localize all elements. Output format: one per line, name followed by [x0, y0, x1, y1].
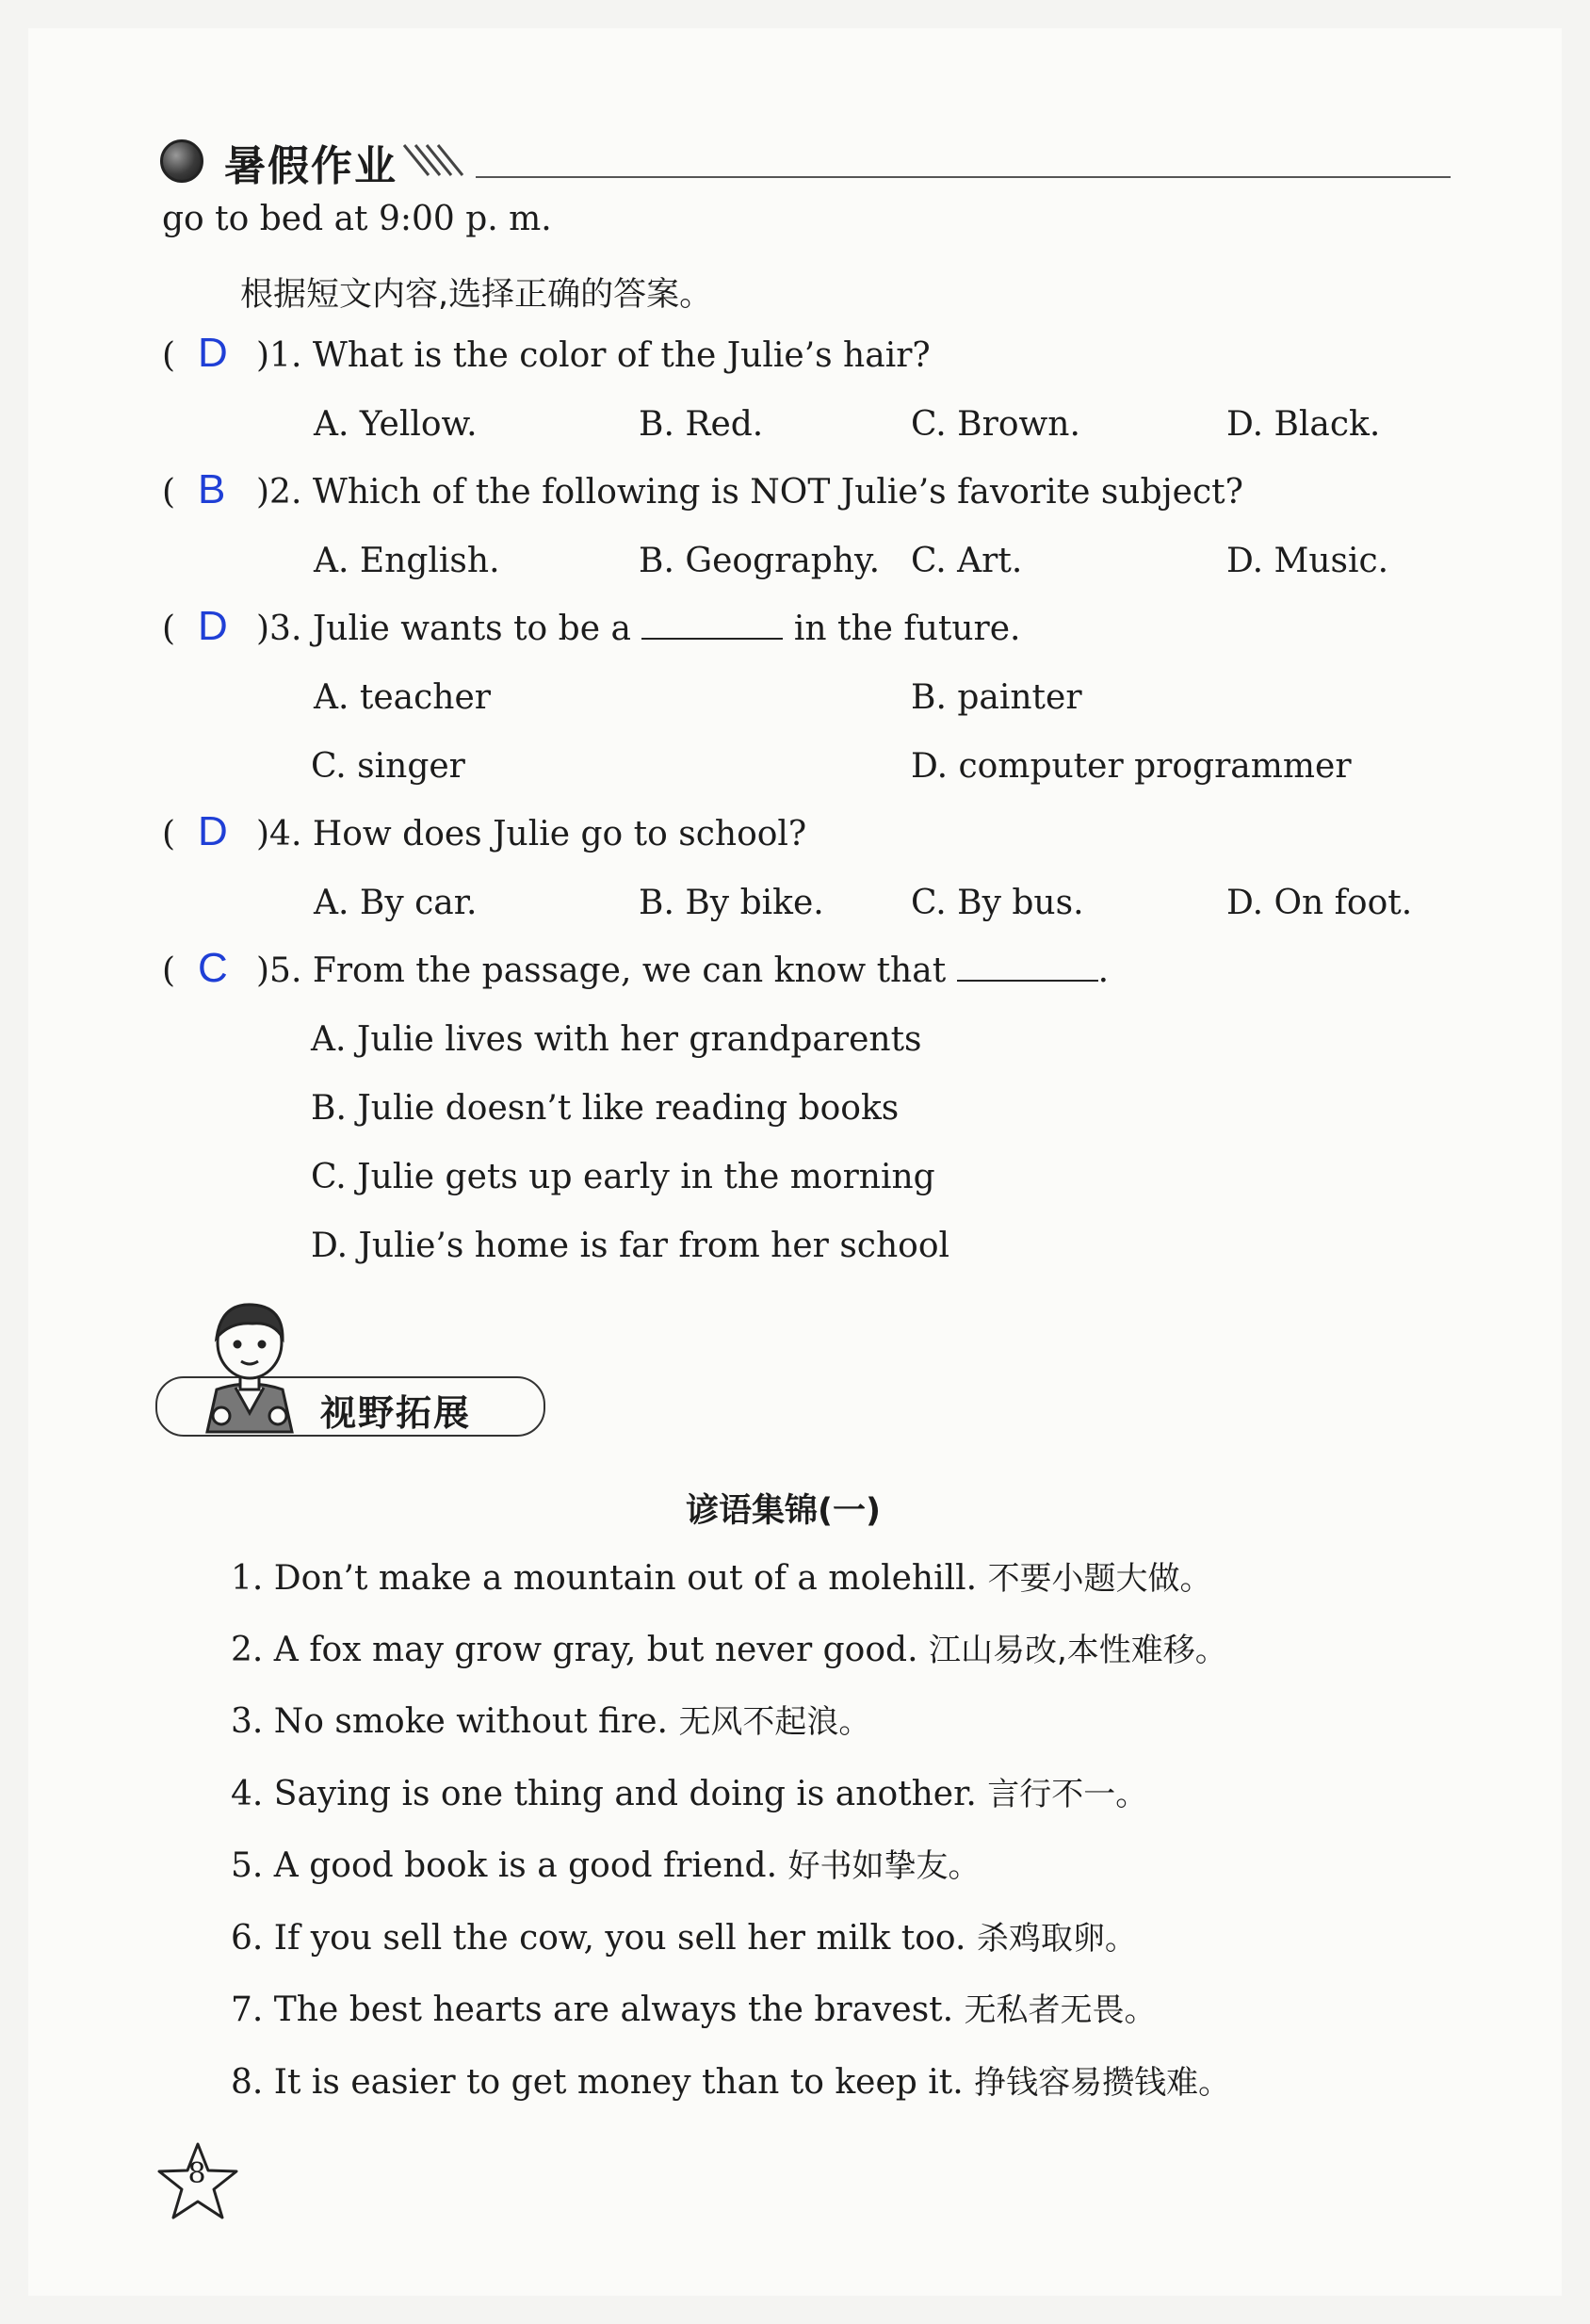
proverb-english: 2. A fox may grow gray, but never good. — [231, 1631, 918, 1669]
question-5-open-paren: ( — [162, 951, 176, 990]
proverb-item — [231, 1552, 1212, 1599]
question-5-answer: C — [198, 945, 228, 991]
question-5-stem-after: . — [1097, 951, 1110, 990]
proverb-chinese: 不要小题大做。 — [987, 1560, 1212, 1598]
question-4-answer: D — [198, 808, 228, 854]
section-banner — [155, 1295, 551, 1446]
question-2-option-d: D. Music. — [1226, 542, 1389, 580]
question-2-answer: B — [198, 466, 226, 512]
question-3-stem — [256, 609, 1021, 648]
question-1-open-paren: ( — [162, 336, 176, 375]
page-header — [160, 132, 1451, 188]
question-4-option-b: B. By bike. — [639, 884, 824, 922]
question-5-stem — [256, 951, 1109, 990]
proverb-english: 4. Saying is one thing and doing is another. — [231, 1775, 977, 1813]
question-2-option-a: A. English. — [314, 542, 500, 580]
question-3-option-d: D. computer programmer — [911, 747, 1352, 786]
question-3-option-c: C. singer — [311, 747, 465, 786]
question-3-answer: D — [198, 603, 228, 649]
question-4-option-a: A. By car. — [314, 884, 478, 922]
proverb-english: 1. Don’t make a mountain out of a molehill. — [231, 1559, 978, 1598]
question-1-answer: D — [198, 330, 228, 376]
proverb-item — [231, 1912, 1137, 1958]
proverb-item — [231, 2056, 1230, 2103]
question-1-option-b: B. Red. — [639, 405, 764, 444]
question-2-option-c: C. Art. — [911, 542, 1023, 580]
question-3-open-paren: ( — [162, 609, 176, 648]
question-5-option-a: A. Julie lives with her grandparents — [311, 1020, 922, 1059]
proverb-english: 8. It is easier to get money than to keep it. — [231, 2063, 964, 2102]
student-illustration-icon — [179, 1295, 320, 1437]
question-1-option-a: A. Yellow. — [314, 405, 478, 444]
question-5-option-c: C. Julie gets up early in the morning — [311, 1158, 935, 1196]
section-title: 谚语集锦(一) — [686, 1492, 881, 1530]
proverb-english: 6. If you sell the cow, you sell her milk too. — [231, 1919, 966, 1958]
question-5-stem-before: )5. From the passage, we can know that — [256, 951, 947, 990]
proverb-chinese: 无私者无畏。 — [964, 1991, 1157, 2029]
proverb-chinese: 言行不一。 — [987, 1776, 1148, 1813]
page-number: 8 — [187, 2157, 206, 2190]
proverb-item — [231, 1768, 1147, 1814]
proverb-item — [231, 1624, 1227, 1670]
header-circle-icon — [160, 139, 203, 183]
question-2-stem: )2. Which of the following is NOT Julie’s favorite subject? — [256, 473, 1243, 512]
question-1-option-d: D. Black. — [1226, 405, 1381, 444]
question-2-open-paren: ( — [162, 473, 176, 512]
proverb-item — [231, 1696, 870, 1742]
proverb-chinese: 挣钱容易攒钱难。 — [974, 2064, 1231, 2102]
proverb-chinese: 江山易改,本性难移。 — [928, 1632, 1227, 1669]
proverb-english: 5. A good book is a good friend. — [231, 1846, 778, 1885]
proverb-item — [231, 1984, 1157, 2030]
question-5-option-d: D. Julie’s home is far from her school — [311, 1227, 950, 1265]
question-3-stem-after: in the future. — [793, 609, 1021, 648]
slashes-icon — [400, 141, 476, 179]
question-4-open-paren: ( — [162, 815, 176, 853]
instruction: 根据短文内容,选择正确的答案。 — [240, 276, 713, 314]
question-3-option-b: B. painter — [911, 678, 1082, 717]
header-title: 暑假作业 — [224, 142, 398, 190]
question-5-option-b: B. Julie doesn’t like reading books — [311, 1089, 900, 1128]
proverb-item — [231, 1840, 980, 1886]
question-1-option-c: C. Brown. — [911, 405, 1080, 444]
question-4-option-c: C. By bus. — [911, 884, 1084, 922]
question-3-option-a: A. teacher — [314, 678, 491, 717]
proverb-chinese: 无风不起浪。 — [678, 1703, 871, 1741]
question-1-stem: )1. What is the color of the Julie’s hair? — [256, 336, 931, 375]
banner-label: 视野拓展 — [320, 1392, 472, 1434]
question-3-stem-before: )3. Julie wants to be a — [256, 609, 631, 648]
proverb-chinese: 杀鸡取卵。 — [976, 1920, 1137, 1958]
intro-line: go to bed at 9:00 p. m. — [162, 200, 552, 238]
proverb-english: 7. The best hearts are always the bravest. — [231, 1991, 954, 2029]
question-5-blank — [957, 951, 1098, 982]
proverb-chinese: 好书如挚友。 — [787, 1847, 981, 1885]
question-4-stem: )4. How does Julie go to school? — [256, 815, 807, 853]
question-2-option-b: B. Geography. — [639, 542, 881, 580]
proverb-english: 3. No smoke without fire. — [231, 1702, 668, 1741]
question-3-blank — [641, 609, 783, 640]
question-4-option-d: D. On foot. — [1226, 884, 1413, 922]
header-rule — [476, 176, 1451, 178]
